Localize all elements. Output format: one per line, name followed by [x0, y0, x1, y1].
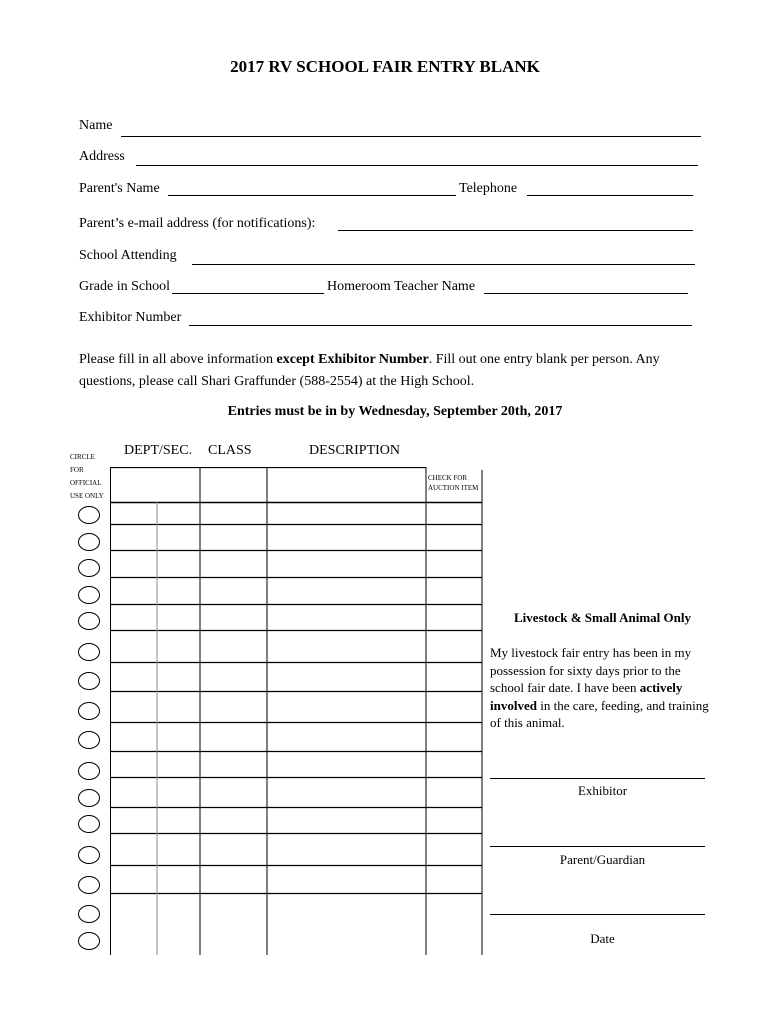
entry-table[interactable] [110, 467, 486, 959]
parent-name-field[interactable] [168, 195, 456, 196]
livestock-text: My livestock fair entry has been in my possession for sixty days prior to the school fair date. I have been [490, 645, 692, 695]
description-header: DESCRIPTION [309, 443, 401, 458]
grade-field[interactable] [172, 293, 324, 294]
school-label: School Attending [79, 248, 177, 263]
exhibitor-signature-line[interactable] [490, 778, 705, 779]
official-use-circle[interactable] [78, 731, 100, 749]
livestock-title: Livestock & Small Animal Only [514, 610, 691, 625]
auction-header-line: CHECK FOR [428, 474, 468, 482]
telephone-label: Telephone [459, 181, 518, 196]
official-use-circle[interactable] [78, 905, 100, 923]
homeroom-label: Homeroom Teacher Name [327, 279, 476, 294]
parent-signature-label: Parent/Guardian [559, 852, 646, 867]
homeroom-field[interactable] [484, 293, 688, 294]
parent-email-label: Parent’s e-mail address (for notifications): [79, 216, 316, 231]
date-label: Date [590, 931, 615, 946]
livestock-text-cont: in the care, feeding, and training of this animal. [490, 697, 709, 730]
instructions-bold: except Exhibitor Number [276, 352, 429, 367]
grade-label: Grade in School [79, 279, 170, 294]
parent-name-label: Parent's Name [79, 181, 160, 196]
official-use-circle[interactable] [78, 762, 100, 780]
school-field[interactable] [192, 264, 695, 265]
official-use-circle[interactable] [78, 533, 100, 551]
official-use-label [70, 451, 104, 503]
livestock-statement [490, 644, 715, 732]
official-use-circle[interactable] [78, 672, 100, 690]
date-line[interactable] [490, 914, 705, 915]
official-use-line: FOR [70, 466, 84, 474]
official-use-line: CIRCLE [70, 453, 95, 461]
official-use-circle[interactable] [78, 506, 100, 524]
official-use-circle[interactable] [78, 846, 100, 864]
telephone-field[interactable] [527, 195, 693, 196]
exhibitor-number-label: Exhibitor Number [79, 310, 182, 325]
address-field[interactable] [136, 165, 698, 166]
official-use-circle[interactable] [78, 789, 100, 807]
dept-header: DEPT/SEC. [124, 443, 193, 458]
instructions-text-cont: . Fill out one entry blank per person. Any questions, please call Shari Graffunder (588-2554) at the High School. [79, 352, 660, 389]
official-use-circle[interactable] [78, 932, 100, 950]
deadline: Entries must be in by Wednesday, September 20th, 2017 [227, 404, 563, 419]
official-use-line: OFFICIAL [70, 479, 102, 487]
official-use-circle[interactable] [78, 643, 100, 661]
exhibitor-number-field[interactable] [189, 325, 692, 326]
parent-signature-line[interactable] [490, 846, 705, 847]
official-use-circle[interactable] [78, 876, 100, 894]
official-use-circle[interactable] [78, 612, 100, 630]
class-header: CLASS [208, 443, 252, 458]
address-label: Address [79, 149, 125, 164]
form-title: 2017 RV SCHOOL FAIR ENTRY BLANK [230, 57, 540, 76]
auction-header-line: AUCTION ITEM [428, 484, 479, 492]
official-use-circle[interactable] [78, 586, 100, 604]
official-use-circle[interactable] [78, 815, 100, 833]
instructions-text: Please fill in all above information [79, 352, 277, 367]
exhibitor-signature-label: Exhibitor [577, 783, 628, 798]
official-use-line: USE ONLY [70, 492, 104, 500]
instructions [79, 349, 719, 393]
parent-email-field[interactable] [338, 230, 693, 231]
name-label: Name [79, 118, 113, 133]
official-use-circle[interactable] [78, 702, 100, 720]
livestock-bold: actively involved [490, 680, 683, 713]
name-field[interactable] [121, 136, 701, 137]
official-use-circle[interactable] [78, 559, 100, 577]
